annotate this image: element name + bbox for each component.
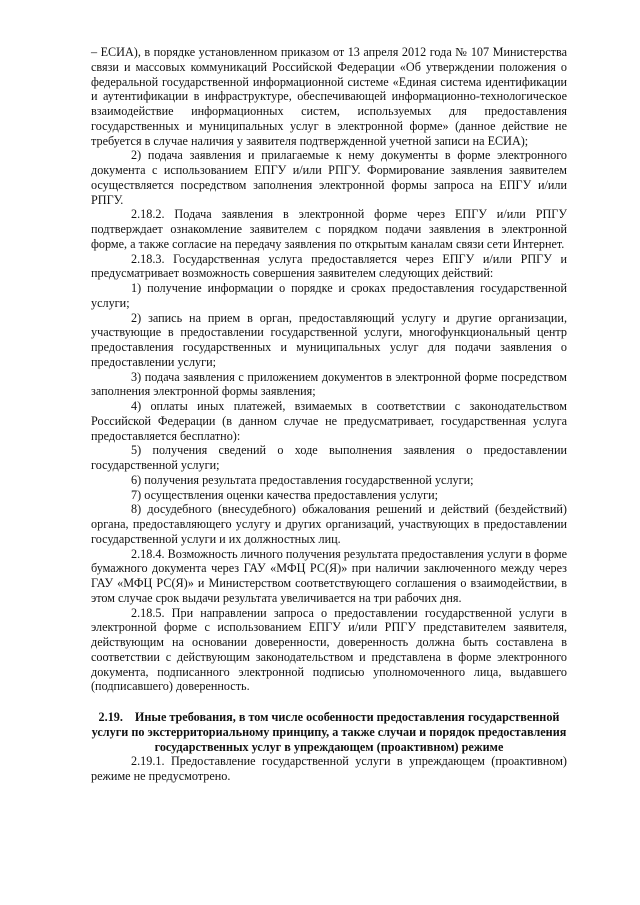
paragraph: 2.19.1. Предоставление государственной услуги в упреждающем (проактивном) режиме не предусмотрено. [91,754,567,783]
paragraph: 2.18.4. Возможность личного получения результата предоставления услуги в форме бумажного документа через ГАУ «МФЦ РС(Я)» при наличии заключенного между через ГАУ «МФЦ РС(Я)» и Министерством соответствующего соглашения о взаимодействии, в этом случае срок выдачи результата увеличивается на три рабочих дня. [91,546,567,605]
list-item: 5) получения сведений о ходе выполнения заявления о предоставлении государственной услуги; [91,443,567,472]
list-item: 3) подача заявления с приложением документов в электронной форме посредством заполнения электронной формы заявления; [91,369,567,399]
document-body [91,45,567,784]
paragraph: 2) подача заявления и прилагаемые к нему документы в форме электронного документа с использованием ЕПГУ и/или РПГУ. Формирование заявления заявителем осуществляется посредством заполнения электронной формы запроса на ЕПГУ и/или РПГУ. [91,148,567,207]
list-item: 7) осуществления оценки качества предоставления услуги; [131,487,439,502]
list-item: 8) досудебного (внесудебного) обжалования решений и действий (бездействий) органа, предоставляющего услугу и других организаций, участвующих в предоставлении государственной услуги и их должностных лиц. [91,502,567,546]
list-item: 6) получения результата предоставления государственной услуги; [131,472,474,487]
section-number: 2.19. [98,710,123,724]
paragraph: 2.18.5. При направлении запроса о предоставлении государственной услуги в электронной форме с использованием ЕПГУ и/или РПГУ представителем заявителя, действующим на основании доверенности, доверенность должна быть составлена в соответствии с действующим законодательством и представлена в форме электронного документа, подписанного электронной подписью уполномоченного лица, выдавшего (подписавшего) доверенность. [91,605,567,694]
paragraph: 2.18.2. Подача заявления в электронной форме через ЕПГУ и/или РПГУ подтверждает ознакомление заявителем с порядком подачи заявления в электронной форме, а также согласие на передачу заявления по открытым каналам связи сети Интернет. [91,207,567,251]
paragraph: – ЕСИА), в порядке установленном приказом от 13 апреля 2012 года № 107 Министерства связи и массовых коммуникаций Российской Федерации «Об утверждении положения о федеральной государственной информационной системе «Единая система идентификации и аутентификации в инфраструктуре, обеспечивающей информационно-технологическое взаимодействие информационных систем, используемых для предоставления государственных и муниципальных услуг в электронной форме» (данное действие не требуется в случае наличия у заявителя подтвержденной учетной записи на ЕСИА); [91,45,567,148]
section-heading [91,710,567,754]
section-title: Иные требования, в том числе особенности предоставления государственной услуги по экстерриториальному принципу, а также случаи и порядок предоставления государственных услуг в упреждающем (проактивном) режиме [91,710,567,754]
list-item: 4) оплаты иных платежей, взимаемых в соответствии с законодательством Российской Федерации (в данном случае не предусматривает, государственная услуга предоставляется бесплатно): [91,399,567,443]
list-item: 1) получение информации о порядке и сроках предоставления государственной услуги; [91,281,567,310]
list-item: 2) запись на прием в орган, предоставляющий услугу и другие организации, участвующие в предоставлении государственной услуги, многофункциональный центр предоставления государственных и муниципальных услуг для подачи заявления о предоставлении услуги; [91,310,567,369]
paragraph: 2.18.3. Государственная услуга предоставляется через ЕПГУ и/или РПГУ и предусматривает возможность совершения заявителем следующих действий: [91,251,567,281]
